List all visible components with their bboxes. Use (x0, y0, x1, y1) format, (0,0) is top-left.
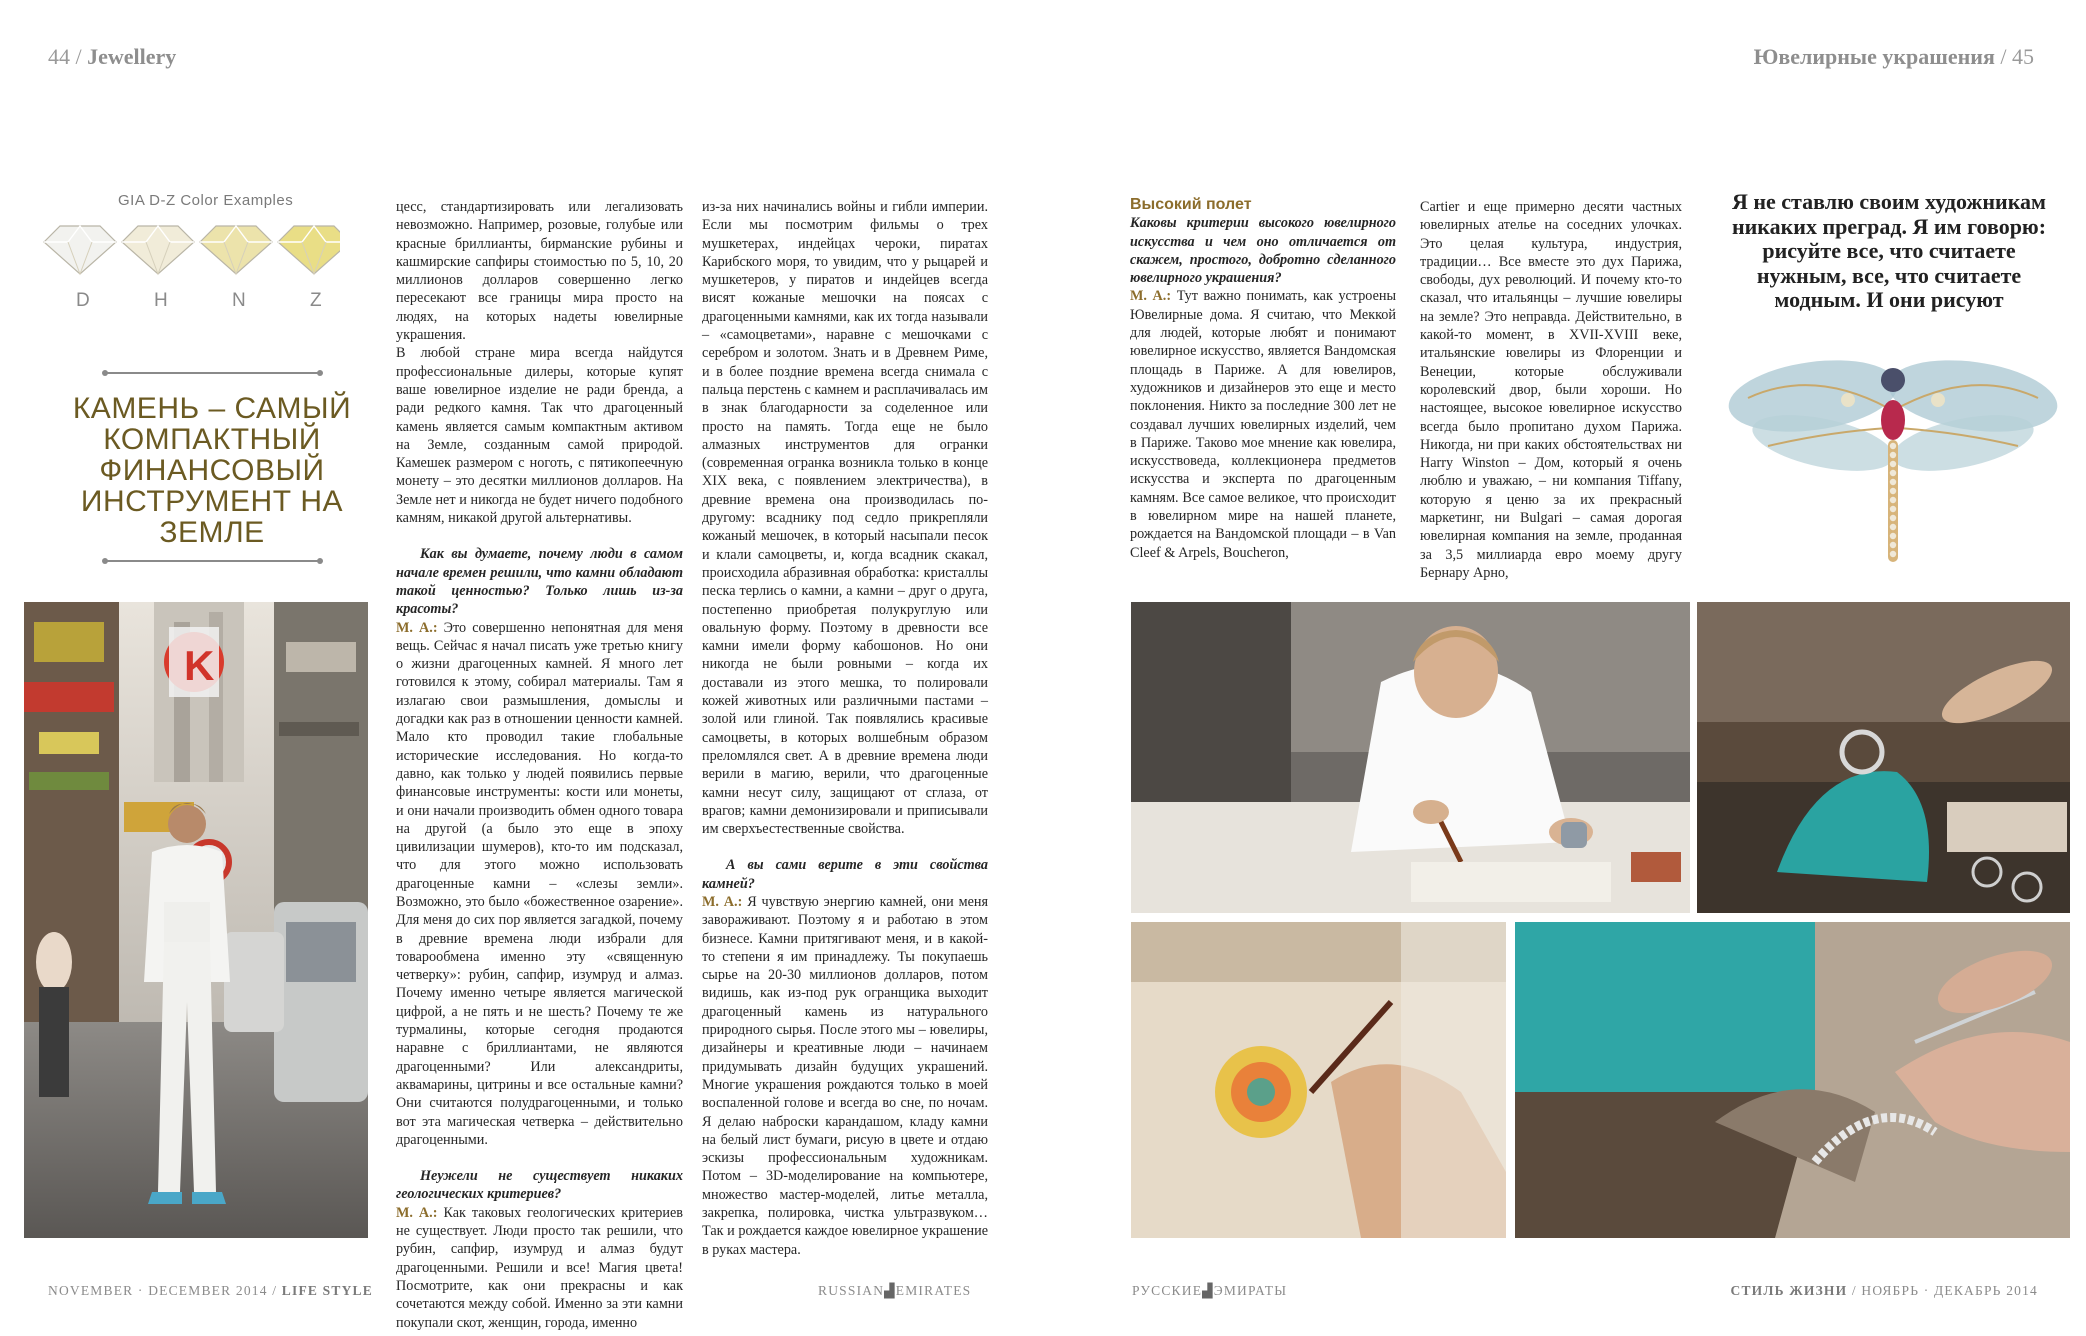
diamond-row (40, 218, 340, 278)
gia-letter-z: Z (310, 290, 322, 311)
gia-letters (40, 290, 340, 318)
col3-question: Каковы критерии высокого ювелирного искусства и чем оно отличается от скажем, простого, добротно сделанного ювелирного украшения? (1130, 215, 1396, 287)
article-column-1 (396, 198, 683, 1331)
col2-paragraph: из-за них начинались войны и гибли империи. Если мы посмотрим фильмы о трех мушкетерах, индейцах чероки, пиратах Карибского моря, то увидим, что у рыцарей и мушкетеров, у пиратов и индейцев всегда висят кожаные мешочки на поясах с драгоценными камнями, как их тогда называли – «самоцветами», наравне с мешочками с серебром и золотом. Знать и в Древнем Риме, и в более поздние времена всегда снимала с пальца перстень с камнем и расплачивалась им в знак благодарности за соделенное или просто на память. Тогда еще не было алмазных инструментов для огранки (современная огранка возникла только в конце XIX века, с появлением электричества), в древние времена она производилась по-другому: всаднику под седло прикрепляли кожаный мешочек, в который насыпали песок и клали самоцветы, и, когда всадник скакал, происходила абразивная обработка: кристаллы песка терлись о камни, а камни – друг о друга, постепенно приобретая полукруглую или овальную форму. Поэтому в древности все камни имели форму кабошонов. Но они никогда не были ровными – когда их доставали из этого мешка, то полировали кожей животных или различными пастами – золой или глиной. Так появлялись красивые самоцветы, в которых волшебным образом преломлялся свет. А в древние времена люди верили в магию, верили, что драгоценные камни несут силу, защищают от сглаза, от врагов; камни демонизировали и приписывали им сверхъестественные свойства. (702, 199, 988, 838)
left-footer-date: NOVEMBER · DECEMBER 2014 (48, 1283, 268, 1298)
brooch-bead (1890, 524, 1896, 530)
col1-answer: М. А.: Это совершенно непонятная для меня вещь. Сейчас я начал писать уже третью книгу о жизни драгоценных камней. Я много лет готовился к этому, собирал материалы. Там я излагаю свои размышления, домыслы и догадки как раз в отношении ценности камней. Мало кто проводил такие глобальные исторические исследования. Но когда-то давно, как только у людей появились первые финансовые инструменты: кости или монеты, и они начали производить обмен одного товара на другой (а было это еще в эпоху цивилизации шумеров), кто-то им подсказал, что для этого можно использовать драгоценные камни – «слезы земли». Возможно, это было «божественное озарение». Для меня до сих пор является загадкой, почему в древние времена люди избрали для товарообмена именно эту «священную четверку»: рубин, сапфир, изумруд и алмаз. Почему именно четыре является магической цифрой, а не пять и не шесть? Почему те же турмалины, которые сегодня продаются наравне с бриллиантами, не являются драгоценными? Или александриты, аквамарины, цитрины и все остальные камни? Они считаются полудрагоценными, и только вот эта магическая четверка – действительно драгоценными. (396, 619, 683, 1148)
speaker-initials: М. А.: (1130, 288, 1172, 305)
article-column-3 (1130, 196, 1396, 561)
left-footer: NOVEMBER · DECEMBER 2014 / LIFE STYLE (48, 1283, 373, 1298)
jeweler-sketching-photo (1131, 602, 1690, 913)
diamond-sample-z (278, 226, 340, 274)
pull-quote: КАМЕНЬ – САМЫЙ КОМПАКТНЫЙ ФИНАНСОВЫЙ ИНСТРУМЕНТ НА ЗЕМЛЕ (72, 392, 352, 549)
gia-letter-d: D (76, 290, 90, 311)
right-footer: СТИЛЬ ЖИЗНИ / НОЯБРЬ · ДЕКАБРЬ 2014 (1730, 1283, 2038, 1298)
logo-mark-icon: ▟ (884, 1283, 896, 1298)
brooch-bead (1890, 461, 1896, 467)
col1-question: Неужели не существует никаких геологических критериев? (396, 1168, 683, 1203)
article-column-4 (1420, 198, 1682, 581)
right-page-number: 45 (2012, 44, 2034, 69)
russian-emirates-logo-ru: РУССКИЕ▟ЭМИРАТЫ (1132, 1283, 1288, 1298)
col4-paragraph: Cartier и еще примерно десяти частных ювелирных ателье на соседних улочках. Это целая культура, индустрия, традиции… Все вместе это дух Парижа, свободы, дух революций. И почему кто-то сказал, что итальянцы – лучшие ювелиры на земле? Это неправда. Действительно, в какой-то момент, в XVII-XVIII веке, итальянские ювелиры из Флоренции и Венеции, которые обслуживали королевский двор, были хороши. Но настоящее, высокое ювелирное искусство всегда было пропитано духом Парижа. Никогда, ни при каких обстоятельствах ни Harry Winston – Дом, который я очень люблю и уважаю, – ни компания Tiffany, которую я ценю за их прекрасный маркетинг, ни Bulgari – самая дорогая ювелирная компания на земле, проданная за 3,5 миллиарда евро моему другу Бернару Арно, (1420, 199, 1682, 581)
brooch-bead (1890, 497, 1896, 503)
pull-quote-bottom-rule (105, 560, 320, 562)
article-column-2 (702, 198, 988, 1258)
col1-paragraph: цесс, стандартизировать или легализовать невозможно. Например, розовые, голубые или красные бриллианты, бирманские рубины и кашмирские сапфиры стоимостью по 5, 10, 20 миллионов долларов совершенно легко пересекают все границы мира просто на людях, на которых надеты ювелирные украшения. (396, 199, 683, 344)
right-section-title: Ювелирные украшения (1753, 44, 1995, 69)
pull-quote-top-rule (105, 372, 320, 374)
brooch-bead (1890, 551, 1896, 557)
brooch-bead (1890, 506, 1896, 512)
col2-answer: М. А.: Я чувствую энергию камней, они меня завораживают. Поэтому я и работаю в этом бизнесе. Камни притягивают меня, и в какой-то степени я им принадлежу. Ты покупаешь сырье на 20-30 миллионов долларов, потом видишь, как из-под рук огранщика выходит драгоценный камень из натурального природного сырья. После этого мы – ювелиры, дизайнеры и креативные люди – начинаем придумывать дизайн будущих украшений. Многие украшения рождаются только в моей воспаленной голове и всегда во сне, по ночам. Я делаю наброски карандашом, кладу камни на белый лист бумаги, рисую в цвете и отдаю эскизы профессиональным художникам. Потом – 3D-моделирование на компьютере, множество мастер-моделей, литье металла, закрепка, полировка, чистка ультразвуком… Так и рождается каждое ювелирное украшение в руках мастера. (702, 893, 988, 1258)
right-folio: Ювелирные украшения / 45 (1753, 44, 2034, 69)
diamond-sample-h (122, 226, 194, 274)
col1-question: Как вы думаете, почему люди в самом начале времен решили, что камни обладают такой ценностью? Только лишь из-за красоты? (396, 546, 683, 618)
gia-title: GIA D-Z Color Examples (118, 192, 294, 209)
right-footer-date: НОЯБРЬ · ДЕКАБРЬ 2014 (1861, 1283, 2038, 1298)
brooch-bead (1890, 479, 1896, 485)
brooch-bead (1890, 515, 1896, 521)
speaker-initials: М. А.: (396, 619, 438, 636)
brooch-bead (1890, 533, 1896, 539)
col1-paragraph: В любой стране мира всегда найдутся профессиональные дилеры, которые купят ваше ювелирное изделие не ради бренда, а ради редкого камня. Так что драгоценный камень является самым компактным активом на Земле, созданным самой природой. Камешек размером с ноготь, с пятикопеечную монету – это десятки миллионов долларов. На Земле нет и никогда не будет ничего подобного камням, никакой другой альтернативы. (396, 345, 683, 527)
col3-answer: М. А.: Тут важно понимать, как устроены Ювелирные дома. Я считаю, что Меккой для людей, которые любят и понимают ювелирное искусство, является Вандомская площадь в Париже. А для ювелиров, художников и дизайнеров это еще и место поклонения. Никто за последние 300 лет не создавал лучших ювелирных изделий, чем в Париже. Таково мое мнение как ювелира, искусствоведа, коллекционера предметов искусства и эксперта по драгоценным камням. Все самое великое, что происходит в ювелирном мире на нашей планете, рождается на Вандомской площади – в Van Cleef & Arpels, Boucheron, (1130, 288, 1396, 561)
russian-emirates-logo-en: RUSSIAN▟EMIRATES (818, 1283, 972, 1298)
diamond-sample-n (200, 226, 272, 274)
speaker-initials: М. А.: (702, 893, 743, 910)
street-portrait-photo (24, 602, 368, 1238)
sketching-design-photo (1131, 922, 1506, 1238)
designer-quote: Я не ставлю своим художникам никаких преград. Я им говорю: рисуйте все, что считаете нужным, все, что считаете модным. И они рисуют (1731, 189, 2047, 312)
diamond-sample-d (44, 226, 116, 274)
gia-letter-h: H (154, 290, 168, 311)
left-section-title: Jewellery (87, 44, 177, 69)
brooch-bead (1890, 470, 1896, 476)
left-page-number: 44 (48, 44, 70, 69)
setting-stones-photo (1515, 922, 2070, 1238)
ring-workbench-photo (1697, 602, 2070, 913)
brooch-bead (1890, 452, 1896, 458)
speaker-initials: М. А.: (396, 1204, 438, 1221)
svg-text:K: K (184, 642, 215, 689)
col1-answer: М. А.: Как таковых геологических критериев не существует. Люди просто так решили, что рубин, сапфир, изумруд и алмаз будут драгоценными. Решили и все! Магия цвета! Посмотрите, как они прекрасны и как сочетаются между собой. Именно за эти камни покупали скот, женщин, города, именно (396, 1204, 683, 1331)
dragonfly-brooch-photo (1728, 348, 2058, 566)
right-footer-section: СТИЛЬ ЖИЗНИ (1730, 1283, 1848, 1298)
gia-letter-n: N (232, 290, 246, 311)
brooch-bead (1890, 488, 1896, 494)
brooch-bead (1890, 542, 1896, 548)
subheading: Высокий полет (1130, 196, 1252, 213)
col2-question: А вы сами верите в эти свойства камней? (702, 857, 988, 892)
brooch-bead (1890, 443, 1896, 449)
left-folio: 44 / Jewellery (48, 44, 177, 69)
left-footer-section: LIFE STYLE (281, 1283, 373, 1298)
logo-mark-icon: ▟ (1202, 1283, 1214, 1298)
